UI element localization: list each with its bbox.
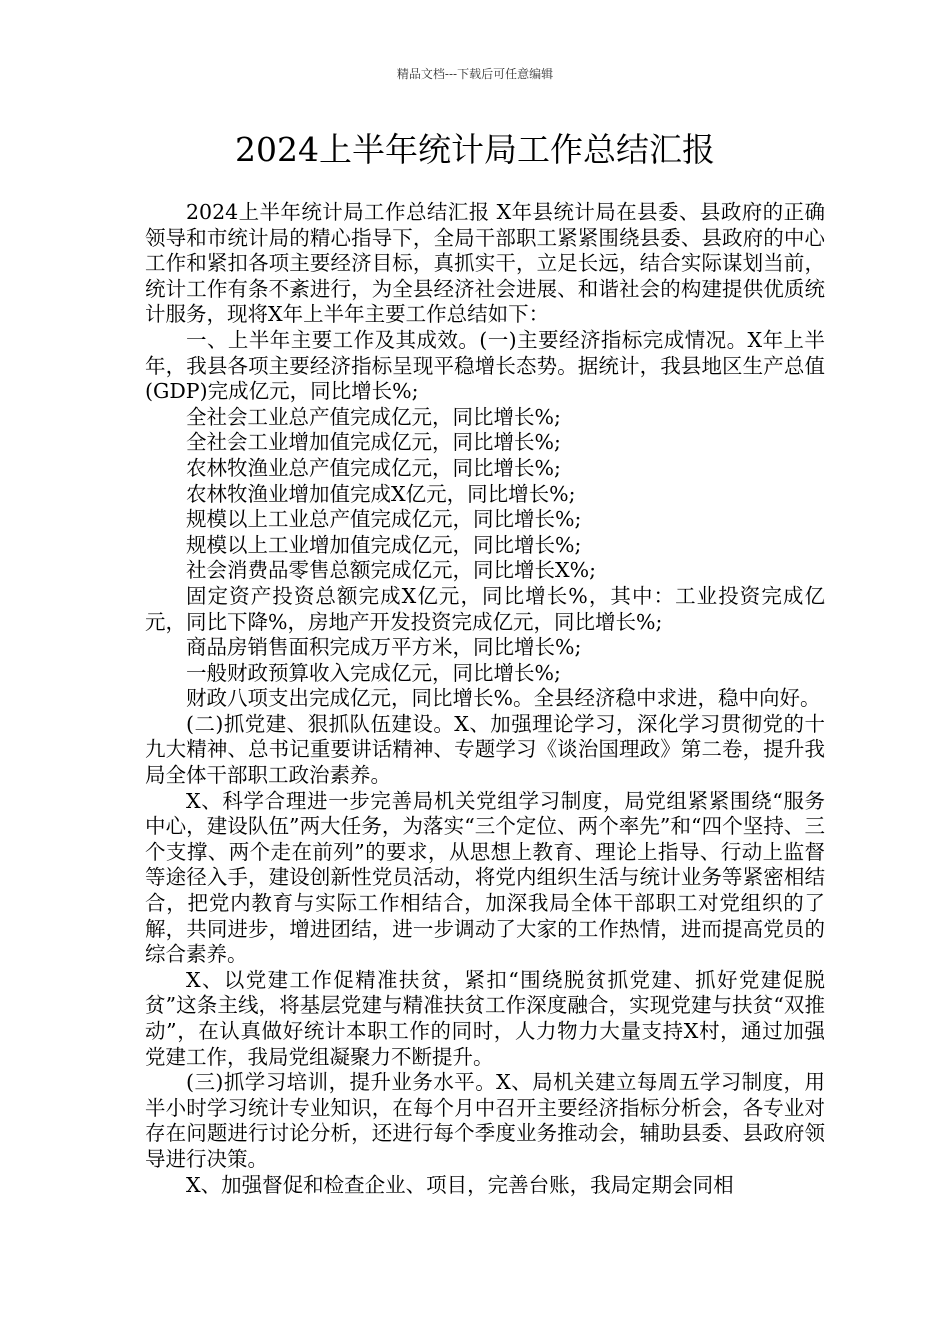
paragraph: 一般财政预算收入完成亿元，同比增长%;	[186, 660, 561, 685]
paragraph: 全社会工业增加值完成亿元，同比增长%;	[186, 430, 561, 455]
paragraph: 规模以上工业总产值完成亿元，同比增长%;	[186, 507, 582, 532]
paragraph: 规模以上工业增加值完成亿元，同比增长%;	[186, 532, 582, 557]
paragraph: (三)抓学习培训，提升业务水平。X、局机关建立每周五学习制度，用半小时学习统计专业知识，在每个月中召开主要经济指标分析会，各专业对存在问题进行讨论分析，还进行每个季度业务推动会，辅助县委、县政府领导进行决策。	[145, 1070, 825, 1171]
paragraph: 农林牧渔业增加值完成X亿元，同比增长%;	[186, 481, 576, 506]
paragraph: 财政八项支出完成亿元，同比增长%。全县经济稳中求进，稳中向好。	[186, 686, 821, 711]
paragraph: 社会消费品零售总额完成亿元，同比增长X%;	[186, 558, 596, 583]
paragraph: 2024上半年统计局工作总结汇报 X年县统计局在县委、县政府的正确领导和市统计局的精心指导下，全局干部职工紧紧围绕县委、县政府的中心工作和紧扣各项主要经济目标，真抓实干，立足长远，结合实际谋划当前，统计工作有条不紊进行，为全县经济社会进展、和谐社会的构建提供优质统计服务，现将X年上半年主要工作总结如下：	[145, 200, 825, 327]
paragraph: X、加强督促和检查企业、项目，完善台账，我局定期会同相	[186, 1172, 734, 1197]
paragraph: (二)抓党建、狠抓队伍建设。X、加强理论学习，深化学习贯彻党的十九大精神、总书记重要讲话精神、专题学习《谈治国理政》第二卷，提升我局全体干部职工政治素养。	[145, 711, 825, 788]
paragraph: 商品房销售面积完成万平方米，同比增长%;	[186, 635, 582, 660]
document-body	[145, 200, 825, 1198]
paragraph: 农林牧渔业总产值完成亿元，同比增长%;	[186, 455, 561, 480]
paragraph: X、科学合理进一步完善局机关党组学习制度，局党组紧紧围绕“服务中心，建设队伍”两大任务，为落实“三个定位、两个率先”和“四个坚持、三个支撑、两个走在前列”的要求，从思想上教育、理论上指导、行动上监督等途径入手，建设创新性党员活动，将党内组织生活与统计业务等紧密相结合，把党内教育与实际工作相结合，加深我局全体干部职工对党组织的了解，共同进步，增进团结，进一步调动了大家的工作热情，进而提高党员的综合素养。	[145, 788, 825, 967]
header-note: 精品文档---下载后可任意编辑	[396, 67, 554, 81]
paragraph: 一、上半年主要工作及其成效。(一)主要经济指标完成情况。X年上半年，我县各项主要经济指标呈现平稳增长态势。据统计，我县地区生产总值(GDP)完成亿元，同比增长%;	[145, 327, 825, 404]
paragraph: X、以党建工作促精准扶贫，紧扣“围绕脱贫抓党建、抓好党建促脱贫”这条主线，将基层党建与精准扶贫工作深度融合，实现党建与扶贫“双推动”，在认真做好统计本职工作的同时，人力物力大量支持X村，通过加强党建工作，我局党组凝聚力不断提升。	[145, 967, 825, 1069]
paragraph: 固定资产投资总额完成X亿元，同比增长%，其中：工业投资完成亿元，同比下降%，房地产开发投资完成亿元，同比增长%;	[145, 583, 825, 634]
document-title: 2024上半年统计局工作总结汇报	[235, 130, 715, 169]
paragraph: 全社会工业总产值完成亿元，同比增长%;	[186, 404, 561, 429]
